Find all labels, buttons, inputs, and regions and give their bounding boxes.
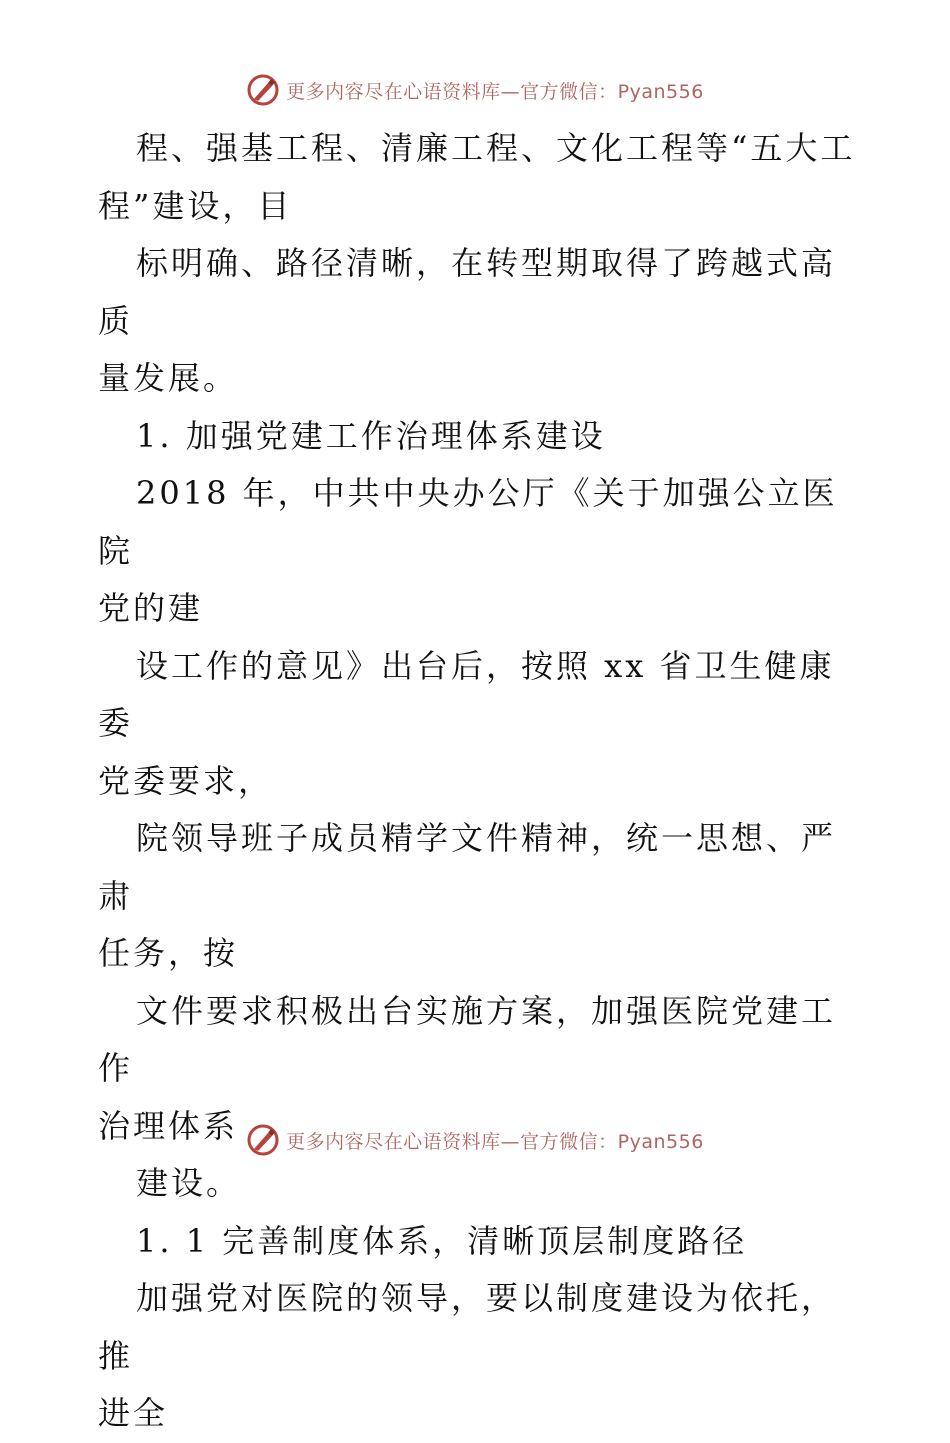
pen-circle-logo-icon bbox=[246, 73, 280, 107]
section-heading: 1. 加强党建工作治理体系建设 bbox=[136, 416, 606, 455]
body-line: 加强党对医院的领导，要以制度建设为依托，推 bbox=[98, 1279, 837, 1375]
body-line: 进全 bbox=[98, 1394, 169, 1432]
document-body bbox=[98, 120, 858, 1443]
body-line: 程”建设，目 bbox=[98, 186, 293, 225]
footer-banner bbox=[0, 1120, 950, 1160]
body-line: 文件要求积极出台实施方案，加强医院党建工作 bbox=[98, 991, 837, 1087]
body-line: 党的建 bbox=[98, 589, 204, 627]
header-banner bbox=[0, 70, 950, 110]
body-line: 治理体系 bbox=[98, 1106, 239, 1145]
pen-circle-logo-icon bbox=[246, 1123, 280, 1157]
body-line: 任务，按 bbox=[98, 934, 239, 972]
body-line: 党委要求， bbox=[98, 761, 274, 800]
body-line: 标明确、路径清晰，在转型期取得了跨越式高质 bbox=[98, 244, 837, 340]
header-banner-text: 更多内容尽在心语资料库—官方微信：Pyan556 bbox=[286, 80, 704, 103]
footer-banner-text: 更多内容尽在心语资料库—官方微信：Pyan556 bbox=[286, 1130, 704, 1153]
body-line: 建设。 bbox=[136, 1164, 242, 1202]
body-line: 设工作的意见》出台后，按照 xx 省卫生健康委 bbox=[98, 646, 835, 742]
body-line: 程、强基工程、清廉工程、文化工程等“五大工 bbox=[136, 129, 856, 167]
subsection-heading: 1. 1 完善制度体系，清晰顶层制度路径 bbox=[136, 1221, 748, 1260]
body-line: 院领导班子成员精学文件精神，统一思想、严肃 bbox=[98, 819, 837, 915]
body-line: 量发展。 bbox=[98, 359, 239, 397]
body-line: 2018 年，中共中央办公厅《关于加强公立医院 bbox=[98, 474, 838, 570]
